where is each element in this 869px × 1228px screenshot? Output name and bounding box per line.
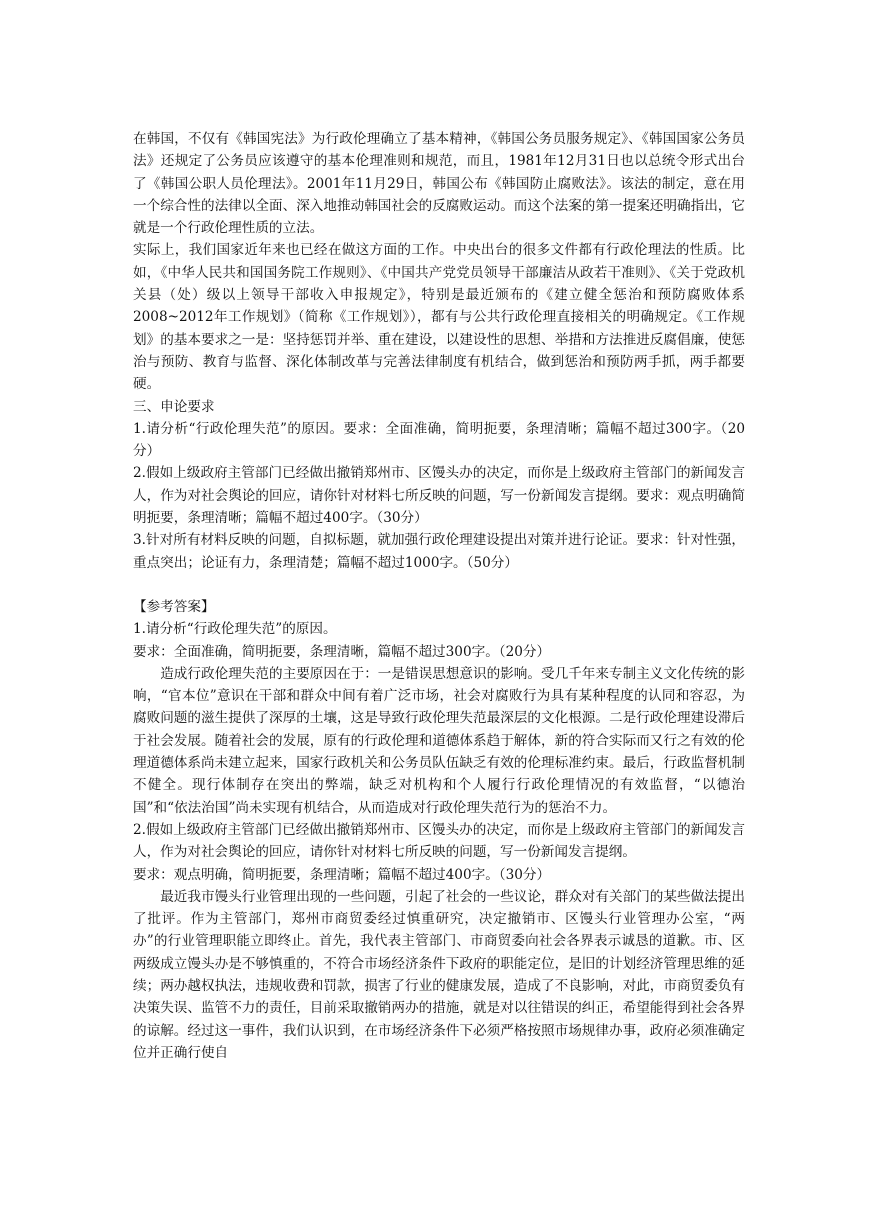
answer-1-body: 造成行政伦理失范的主要原因在于：一是错误思想意识的影响。受几千年来专制主义文化传统的影响，“官本位”意识在干部和群众中间有着广泛市场，社会对腐败行为具有某种程度的认同和容忍，为腐败问题的滋生提供了深厚的土壤，这是导致行政伦理失范最深层的文化根源。二是行政伦理建设滞后于社会发展。随着社会的发展，原有的行政伦理和道德体系趋于解体，新的符合实际而又行之有效的伦理道德体系尚未建立起来，国家行政机关和公务员队伍缺乏有效的伦理标准约束。最后，行政监督机制不健全。现行体制存在突出的弊端，缺乏对机构和个人履行行政伦理情况的有效监督，“以德治国”和“依法治国”尚未实现有机结合，从而造成对行政伦理失范行为的惩治不力。 [133, 665, 745, 816]
section-heading-requirements: 三、申论要求 [133, 398, 215, 415]
question-3: 3.针对所有材料反映的问题，自拟标题，就加强行政伦理建设提出对策并进行论证。要求：针对性强，重点突出；论证有力，条理清楚；篇幅不超过1000字。（50分） [133, 532, 745, 571]
question-2: 2.假如上级政府主管部门已经做出撤销郑州市、区馒头办的决定，而你是上级政府主管部门的新闻发言人，作为对社会舆论的回应，请你针对材料七所反映的问题，写一份新闻发言提纲。要求：观点明确简明扼要，条理清晰；篇幅不超过400字。（30分） [133, 465, 745, 527]
reference-answer-heading: 【参考答案】 [133, 598, 215, 615]
answer-1-question: 1.请分析“行政伦理失范”的原因。 [133, 621, 337, 638]
answer-2-body: 最近我市馒头行业管理出现的一些问题，引起了社会的一些议论，群众对有关部门的某些做法提出了批评。作为主管部门，郑州市商贸委经过慎重研究，决定撤销市、区馒头行业管理办公室，“两办”的行业管理职能立即终止。首先，我代表主管部门、市商贸委向社会各界表示诚恳的道歉。市、区两级成立馒头办是不够慎重的，不符合市场经济条件下政府的职能定位，是旧的计划经济管理思维的延续；两办越权执法，违规收费和罚款，损害了行业的健康发展，造成了不良影响，对此，市商贸委负有决策失误、监管不力的责任，目前采取撤销两办的措施，就是对以往错误的纠正，希望能得到社会各界的谅解。经过这一事件，我们认识到，在市场经济条件下必须严格按照市场规律办事，政府必须准确定位并正确行使自 [133, 888, 745, 1061]
blank-line [133, 574, 745, 596]
question-1: 1.请分析“行政伦理失范”的原因。要求：全面准确，简明扼要，条理清晰；篇幅不超过300字。（20分） [133, 420, 745, 460]
document-page [133, 128, 745, 1064]
answer-2-question: 2.假如上级政府主管部门已经做出撤销郑州市、区馒头办的决定，而你是上级政府主管部门的新闻发言人，作为对社会舆论的回应，请你针对材料七所反映的问题，写一份新闻发言提纲。 [133, 821, 745, 861]
answer-1-requirement: 要求：全面准确，简明扼要，条理清晰，篇幅不超过300字。（20分） [133, 643, 551, 660]
paragraph-china-ethics-docs: 实际上，我们国家近年来也已经在做这方面的工作。中央出台的很多文件都有行政伦理法的性质。比如，《中华人民共和国国务院工作规则》、《中国共产党党员领导干部廉洁从政若干准则》、《关于党政机关县（处）级以上领导干部收入申报规定》，特别是最近颁布的《建立健全惩治和预防腐败体系2008~2012年工作规划》（简称《工作规划》），都有与公共行政伦理直接相关的明确规定。《工作规划》的基本要求之一是：坚持惩罚并举、重在建设，以建设性的思想、举措和方法推进反腐倡廉，使惩治与预防、教育与监督、深化体制改革与完善法律制度有机结合，做到惩治和预防两手抓，两手都要硬。 [133, 242, 745, 393]
paragraph-korea-ethics-law: 在韩国，不仅有《韩国宪法》为行政伦理确立了基本精神，《韩国公务员服务规定》、《韩国国家公务员法》还规定了公务员应该遵守的基本伦理准则和规范，而且，1981年12月31日也以总统令形式出台了《韩国公职人员伦理法》。2001年11月29日，韩国公布《韩国防止腐败法》。该法的制定，意在用一个综合性的法律以全面、深入地推动韩国社会的反腐败运动。而这个法案的第一提案还明确指出，它就是一个行政伦理性质的立法。 [133, 131, 745, 237]
answer-2-requirement: 要求：观点明确，简明扼要，条理清晰；篇幅不超过400字。（30分） [133, 866, 551, 883]
